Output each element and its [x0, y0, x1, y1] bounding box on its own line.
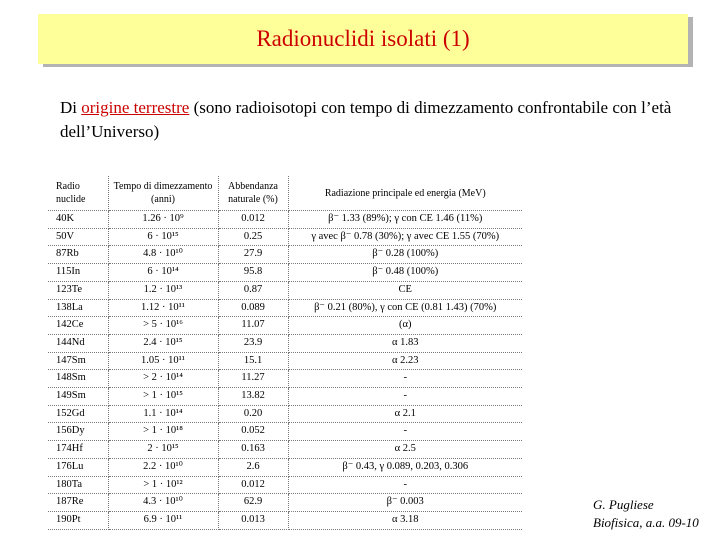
table-row	[48, 441, 522, 459]
table-row	[48, 334, 522, 352]
cell-abundance: 11.27	[218, 370, 288, 388]
header-half-life: Tempo di dimezzamento (anni)	[108, 176, 218, 211]
table-row	[48, 388, 522, 406]
cell-abundance: 0.25	[218, 228, 288, 246]
cell-half-life: 1.26 · 10⁹	[108, 211, 218, 229]
table-body	[48, 211, 522, 530]
cell-radiation: α 2.5	[288, 441, 522, 459]
cell-nuclide: 176Lu	[48, 458, 108, 476]
radionuclide-table-wrap	[48, 176, 522, 525]
cell-radiation: α 2.23	[288, 352, 522, 370]
cell-nuclide: 174Hf	[48, 441, 108, 459]
cell-radiation: CE	[288, 281, 522, 299]
intro-highlight: origine terrestre	[81, 98, 190, 117]
slide-title: Radionuclidi isolati (1)	[256, 26, 470, 51]
cell-abundance: 13.82	[218, 388, 288, 406]
cell-radiation: α 3.18	[288, 511, 522, 529]
cell-half-life: > 5 · 10¹⁶	[108, 317, 218, 335]
cell-half-life: 6.9 · 10¹¹	[108, 511, 218, 529]
cell-radiation: -	[288, 423, 522, 441]
table-row	[48, 352, 522, 370]
cell-nuclide: 147Sm	[48, 352, 108, 370]
cell-abundance: 0.20	[218, 405, 288, 423]
table-row	[48, 246, 522, 264]
cell-abundance: 0.87	[218, 281, 288, 299]
table-row	[48, 511, 522, 529]
intro-prefix: Di	[60, 98, 82, 117]
cell-half-life: > 2 · 10¹⁴	[108, 370, 218, 388]
cell-radiation: β⁻ 0.21 (80%), γ con CE (0.81 1.43) (70%)	[288, 299, 522, 317]
table-row	[48, 317, 522, 335]
credit-course: Biofisica, a.a. 09-10	[593, 515, 699, 530]
table-row	[48, 458, 522, 476]
table-row	[48, 423, 522, 441]
cell-half-life: 4.8 · 10¹⁰	[108, 246, 218, 264]
credit	[593, 496, 699, 532]
cell-nuclide: 149Sm	[48, 388, 108, 406]
cell-abundance: 62.9	[218, 494, 288, 512]
cell-nuclide: 180Ta	[48, 476, 108, 494]
cell-radiation: β⁻ 1.33 (89%); γ con CE 1.46 (11%)	[288, 211, 522, 229]
cell-abundance: 27.9	[218, 246, 288, 264]
table-row	[48, 299, 522, 317]
cell-abundance: 95.8	[218, 264, 288, 282]
cell-nuclide: 123Te	[48, 281, 108, 299]
cell-radiation: β⁻ 0.43, γ 0.089, 0.203, 0.306	[288, 458, 522, 476]
cell-half-life: > 1 · 10¹⁸	[108, 423, 218, 441]
cell-half-life: 1.05 · 10¹¹	[108, 352, 218, 370]
cell-abundance: 15.1	[218, 352, 288, 370]
table-row	[48, 494, 522, 512]
cell-half-life: 2 · 10¹⁵	[108, 441, 218, 459]
title-box	[38, 14, 688, 64]
header-radiation: Radiazione principale ed energia (MeV)	[288, 176, 522, 211]
table-row	[48, 228, 522, 246]
cell-radiation: β⁻ 0.48 (100%)	[288, 264, 522, 282]
cell-nuclide: 40K	[48, 211, 108, 229]
cell-abundance: 0.012	[218, 211, 288, 229]
cell-nuclide: 142Ce	[48, 317, 108, 335]
cell-nuclide: 148Sm	[48, 370, 108, 388]
cell-abundance: 0.052	[218, 423, 288, 441]
table-row	[48, 264, 522, 282]
cell-radiation: β⁻ 0.28 (100%)	[288, 246, 522, 264]
cell-nuclide: 144Nd	[48, 334, 108, 352]
cell-nuclide: 156Dy	[48, 423, 108, 441]
cell-half-life: 2.2 · 10¹⁰	[108, 458, 218, 476]
cell-radiation: -	[288, 388, 522, 406]
cell-half-life: 1.1 · 10¹⁴	[108, 405, 218, 423]
table-row	[48, 476, 522, 494]
cell-half-life: 2.4 · 10¹⁵	[108, 334, 218, 352]
cell-nuclide: 115In	[48, 264, 108, 282]
cell-nuclide: 190Pt	[48, 511, 108, 529]
cell-nuclide: 138La	[48, 299, 108, 317]
cell-half-life: 6 · 10¹⁵	[108, 228, 218, 246]
table-row	[48, 405, 522, 423]
cell-abundance: 0.089	[218, 299, 288, 317]
cell-nuclide: 87Rb	[48, 246, 108, 264]
table-header-row	[48, 176, 522, 211]
credit-author: G. Pugliese	[593, 497, 654, 512]
cell-abundance: 23.9	[218, 334, 288, 352]
cell-radiation: α 2.1	[288, 405, 522, 423]
cell-half-life: 6 · 10¹⁴	[108, 264, 218, 282]
cell-abundance: 0.163	[218, 441, 288, 459]
cell-half-life: 4.3 · 10¹⁰	[108, 494, 218, 512]
cell-radiation: α 1.83	[288, 334, 522, 352]
table-row	[48, 281, 522, 299]
intro-suffix: (sono radioisotopi con tempo di dimezzamento confrontabile con l’età dell’Universo)	[60, 98, 672, 141]
cell-half-life: 1.12 · 10¹¹	[108, 299, 218, 317]
cell-nuclide: 187Re	[48, 494, 108, 512]
cell-half-life: 1.2 · 10¹³	[108, 281, 218, 299]
intro-text	[60, 96, 680, 144]
cell-radiation: γ avec β⁻ 0.78 (30%); γ avec CE 1.55 (70%)	[288, 228, 522, 246]
cell-abundance: 0.013	[218, 511, 288, 529]
cell-nuclide: 50V	[48, 228, 108, 246]
header-abundance: Abbendanza naturale (%)	[218, 176, 288, 211]
cell-radiation: -	[288, 476, 522, 494]
cell-half-life: > 1 · 10¹²	[108, 476, 218, 494]
cell-radiation: -	[288, 370, 522, 388]
cell-nuclide: 152Gd	[48, 405, 108, 423]
cell-abundance: 0.012	[218, 476, 288, 494]
table-row	[48, 211, 522, 229]
cell-abundance: 2.6	[218, 458, 288, 476]
header-radionuclide: Radio nuclide	[48, 176, 108, 211]
cell-abundance: 11.07	[218, 317, 288, 335]
table-row	[48, 370, 522, 388]
cell-half-life: > 1 · 10¹⁵	[108, 388, 218, 406]
cell-radiation: (α)	[288, 317, 522, 335]
radionuclide-table	[48, 176, 522, 530]
cell-radiation: β⁻ 0.003	[288, 494, 522, 512]
